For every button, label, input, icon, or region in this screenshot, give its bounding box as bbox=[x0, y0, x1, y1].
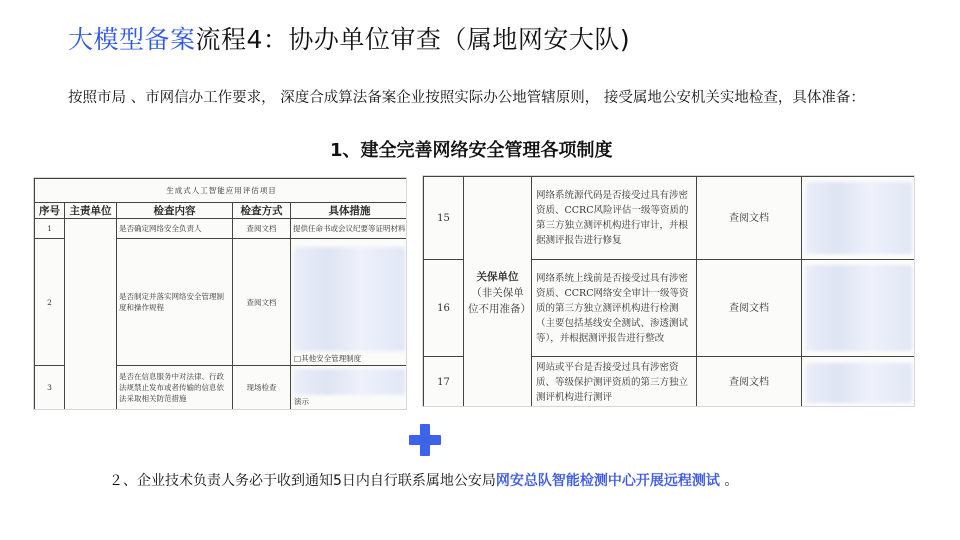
scanned-table-right bbox=[422, 175, 915, 407]
check-method: 现场检查 bbox=[233, 366, 291, 410]
blurred-region bbox=[294, 369, 405, 395]
row-number: 2 bbox=[35, 239, 65, 366]
specific-measure: □其他安全管理制度 bbox=[294, 354, 362, 363]
check-method: 查阅文档 bbox=[233, 239, 291, 366]
plus-icon bbox=[409, 424, 441, 456]
table-row bbox=[424, 177, 916, 260]
blurred-region bbox=[802, 357, 916, 408]
blurred-region bbox=[294, 247, 405, 351]
check-content: 是否制定并落实网络安全管理制度和操作规程 bbox=[117, 239, 233, 366]
column-header: 主责单位 bbox=[65, 203, 117, 219]
page-title-highlight: 大模型备案 bbox=[68, 25, 196, 54]
section-2-highlight: 网安总队智能检测中心开展远程测试 bbox=[495, 473, 720, 489]
check-method: 查阅文档 bbox=[697, 357, 802, 408]
critical-infrastructure-table bbox=[423, 176, 915, 407]
table-row bbox=[35, 219, 408, 239]
check-method: 查阅文档 bbox=[697, 260, 802, 357]
section-2-suffix: 。 bbox=[719, 473, 739, 489]
check-content: 网络系统源代码是否接受过具有涉密资质、CCRC风险评估一级等资质的第三方独立测评机构进行审计，并根据测评报告进行修复 bbox=[532, 177, 697, 260]
unit-note: （非关保单位不用准备） bbox=[468, 286, 531, 315]
check-method: 查阅文档 bbox=[697, 177, 802, 260]
unit-name: 关保单位 bbox=[476, 270, 519, 283]
intro-text: 按照市局 、市网信办工作要求， 深度合成算法备案企业按照实际办公地管辖原则， 接受属地公安机关实地检查，具体准备： bbox=[68, 90, 865, 106]
check-content: 网站或平台是否接受过具有涉密资质、等级保护测评资质的第三方独立测评机构进行测评 bbox=[532, 357, 697, 408]
check-content: 是否在信息服务中对法律、行政法规禁止发布或者传输的信息依法采取相关防范措施 bbox=[117, 366, 233, 410]
specific-measure-cell bbox=[291, 239, 408, 366]
scanned-table-left bbox=[33, 177, 407, 410]
check-content: 是否确定网络安全负责人 bbox=[117, 219, 233, 239]
check-method: 查阅文档 bbox=[233, 219, 291, 239]
section-2-text bbox=[109, 470, 738, 490]
specific-measure: 提供任命书或会议纪要等证明材料 bbox=[291, 219, 408, 239]
section-2-prefix: ２、企业技术负责人务必于收到通知5日内自行联系属地公安局 bbox=[109, 473, 496, 489]
blurred-region bbox=[802, 260, 916, 357]
column-header: 序号 bbox=[35, 203, 65, 219]
row-number: 15 bbox=[424, 177, 464, 260]
check-content: 网络系统上线前是否接受过具有涉密资质、CCRC网络安全审计一级等资质的第三方独立测评机构进行检测（主要包括基线安全测试、渗透测试等），并根据测评报告进行整改 bbox=[532, 260, 697, 357]
responsible-unit-cell bbox=[65, 219, 117, 410]
row-number: 16 bbox=[424, 260, 464, 357]
column-header: 检查方式 bbox=[233, 203, 291, 219]
column-header: 具体措施 bbox=[291, 203, 408, 219]
column-header: 检查内容 bbox=[117, 203, 233, 219]
unit-cell bbox=[464, 177, 532, 408]
row-number: 1 bbox=[35, 219, 65, 239]
specific-measure: 演示 bbox=[294, 397, 309, 406]
page-title-rest: 流程4：协办单位审查（属地网安大队) bbox=[195, 25, 631, 54]
row-number: 3 bbox=[35, 366, 65, 410]
row-number: 17 bbox=[424, 357, 464, 408]
evaluation-table-title: 生成式人工智能应用评估项目 bbox=[35, 179, 408, 203]
evaluation-table bbox=[34, 178, 407, 410]
specific-measure-cell bbox=[291, 366, 408, 410]
blurred-region bbox=[802, 177, 916, 260]
section-1-heading: 1、建全完善网络安全管理各项制度 bbox=[330, 140, 613, 161]
page-title bbox=[68, 20, 630, 56]
